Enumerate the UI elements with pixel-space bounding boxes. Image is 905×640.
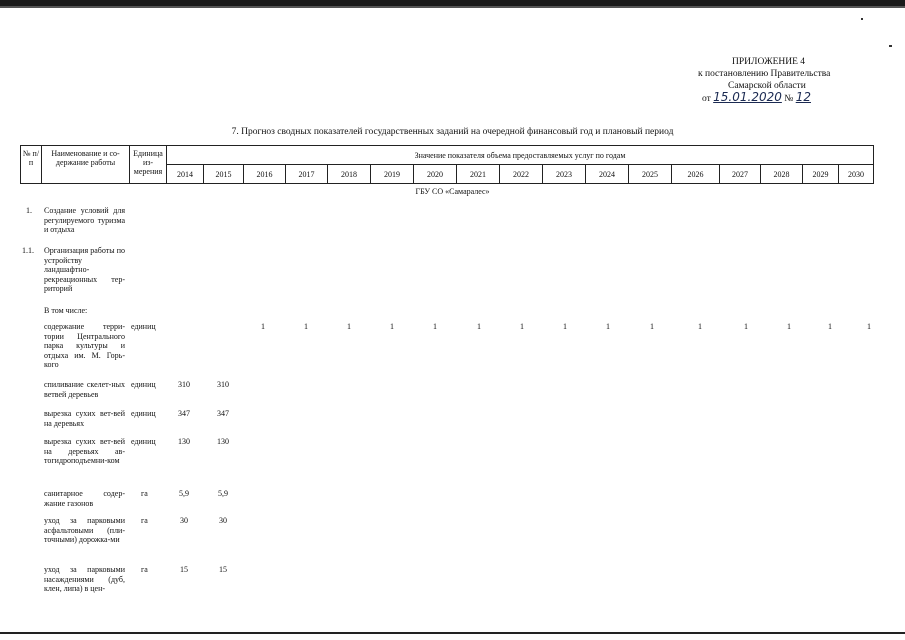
row-name: вырезка сухих вет-вей на деревьях ав-тогидроподъемни-ком bbox=[44, 437, 125, 465]
row-name: спиливание скелет-ных ветвей деревьев bbox=[44, 380, 125, 399]
row-value: 1 bbox=[606, 322, 610, 331]
scan-border-top-shadow bbox=[0, 6, 905, 8]
row-unit: единиц bbox=[131, 322, 156, 331]
row-value: 5,9 bbox=[218, 489, 228, 498]
year-header: 2029 bbox=[803, 165, 839, 184]
row-value: 5,9 bbox=[179, 489, 189, 498]
row-unit: единиц bbox=[131, 380, 156, 389]
row-name: вырезка сухих вет-вей на деревьях bbox=[44, 409, 125, 428]
row-value: 130 bbox=[178, 437, 190, 446]
row-value: 310 bbox=[217, 380, 229, 389]
row-value: 1 bbox=[304, 322, 308, 331]
scan-speck bbox=[861, 18, 863, 20]
indicator-table-header bbox=[20, 145, 874, 184]
row-value: 30 bbox=[180, 516, 188, 525]
row-value: 1 bbox=[261, 322, 265, 331]
year-header: 2028 bbox=[761, 165, 803, 184]
row-value: 1 bbox=[563, 322, 567, 331]
year-header: 2026 bbox=[672, 165, 720, 184]
appendix-reference: к постановлению Правительства bbox=[698, 69, 831, 79]
year-header: 2024 bbox=[586, 165, 629, 184]
scan-border-bottom bbox=[0, 632, 905, 634]
date-prefix: от bbox=[702, 94, 711, 104]
row-value: 15 bbox=[180, 565, 188, 574]
number-prefix: № bbox=[784, 94, 794, 104]
row-value: 347 bbox=[217, 409, 229, 418]
appendix-date-line bbox=[702, 91, 811, 105]
row-value: 130 bbox=[217, 437, 229, 446]
row-value: 1 bbox=[787, 322, 791, 331]
row-value: 1 bbox=[477, 322, 481, 331]
row-value: 15 bbox=[219, 565, 227, 574]
row-unit: га bbox=[141, 489, 148, 498]
year-header: 2014 bbox=[167, 165, 204, 184]
row-number: 1. bbox=[26, 206, 32, 215]
row-value: 347 bbox=[178, 409, 190, 418]
year-header: 2019 bbox=[371, 165, 414, 184]
row-name: Создание условий для регулируемого туризма и отдыха bbox=[44, 206, 125, 234]
year-header: 2017 bbox=[286, 165, 328, 184]
year-header: 2030 bbox=[839, 165, 874, 184]
organization-label: ГБУ СО «Самаралес» bbox=[415, 187, 490, 196]
year-header: 2025 bbox=[629, 165, 672, 184]
year-header: 2023 bbox=[543, 165, 586, 184]
year-header: 2018 bbox=[328, 165, 371, 184]
year-header: 2027 bbox=[720, 165, 761, 184]
row-value: 1 bbox=[828, 322, 832, 331]
row-unit: единиц bbox=[131, 437, 156, 446]
row-value: 1 bbox=[390, 322, 394, 331]
row-unit: га bbox=[141, 516, 148, 525]
row-name: уход за парковыми асфальтовыми (пли-точными) дорожка-ми bbox=[44, 516, 125, 544]
year-header: 2020 bbox=[414, 165, 457, 184]
column-header-unit: Единица из-мерения bbox=[130, 146, 167, 184]
row-name: В том числе: bbox=[44, 306, 88, 315]
row-value: 1 bbox=[347, 322, 351, 331]
row-value: 1 bbox=[650, 322, 654, 331]
row-value: 30 bbox=[219, 516, 227, 525]
row-value: 1 bbox=[867, 322, 871, 331]
row-name: уход за парковыми насаждениями (дуб, клен, липа) в цен- bbox=[44, 565, 125, 593]
document-title: 7. Прогноз сводных показателей государственных заданий на очередной финансовый год и плановый период bbox=[231, 127, 674, 137]
row-unit: га bbox=[141, 565, 148, 574]
year-header: 2015 bbox=[204, 165, 244, 184]
row-value: 1 bbox=[433, 322, 437, 331]
column-header-number: № п/п bbox=[21, 146, 42, 184]
row-unit: единиц bbox=[131, 409, 156, 418]
row-value: 310 bbox=[178, 380, 190, 389]
handwritten-number: 12 bbox=[795, 90, 811, 104]
year-header: 2016 bbox=[244, 165, 286, 184]
handwritten-date: 15.01.2020 bbox=[713, 90, 782, 104]
year-header: 2021 bbox=[457, 165, 500, 184]
row-value: 1 bbox=[744, 322, 748, 331]
appendix-title: ПРИЛОЖЕНИЕ 4 bbox=[732, 57, 806, 67]
scan-speck bbox=[889, 45, 892, 47]
year-header: 2022 bbox=[500, 165, 543, 184]
row-value: 1 bbox=[698, 322, 702, 331]
row-name: Организация работы по устройству ландшафтно-рекреационных тер-риторий bbox=[44, 246, 125, 293]
appendix-region: Самарской области bbox=[728, 81, 806, 91]
row-name: содержание терри-тории Центрального парка культуры и отдыха им. М. Горь-кого bbox=[44, 322, 125, 369]
column-header-name: Наименование и со-держание работы bbox=[42, 146, 130, 184]
column-header-group: Значение показателя объема предоставляемых услуг по годам bbox=[167, 146, 874, 165]
row-name: санитарное содер-жание газонов bbox=[44, 489, 125, 508]
row-number: 1.1. bbox=[22, 246, 34, 255]
row-value: 1 bbox=[520, 322, 524, 331]
